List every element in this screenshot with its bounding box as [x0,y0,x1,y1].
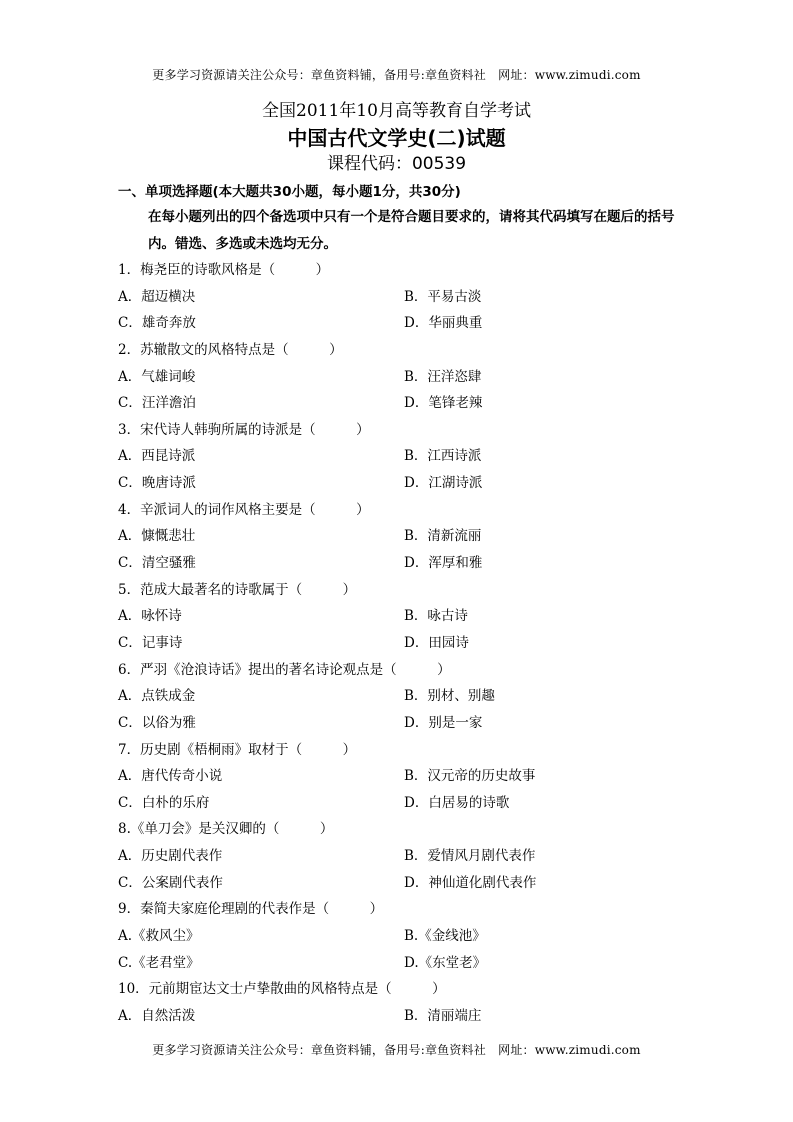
option-c: C．白朴的乐府 [118,794,210,811]
question-stem: 7．历史剧《梧桐雨》取材于（ ） [118,741,357,758]
option-row [118,950,678,977]
option-row [118,390,678,417]
option-a: A．历史剧代表作 [118,848,223,865]
source-banner-top: 更多学习资源请关注公众号：章鱼资料铺，备用号:章鱼资料社 网址：www.zimudi.com [152,68,641,82]
option-a: A．慷慨悲壮 [118,528,196,545]
option-c: C．记事诗 [118,634,183,651]
question-stem: 9．秦简夫家庭伦理剧的代表作是（ ） [118,901,384,918]
option-b: B．别材、别趣 [404,688,495,705]
option-d: D．神仙道化剧代表作 [404,874,537,891]
question-stem: 5．范成大最著名的诗歌属于（ ） [118,581,357,598]
option-row [118,470,678,497]
exam-title: 全国2011年10月高等教育自学考试 [262,101,531,121]
option-b: B．江西诗派 [404,448,482,465]
option-a: A．西昆诗派 [118,448,196,465]
option-b: B．爱情风月剧代表作 [404,848,536,865]
option-row [118,443,678,470]
option-row [118,284,678,311]
option-b: B．汪洋恣肆 [404,368,482,385]
option-a: A．超迈横决 [118,288,196,305]
option-row [118,790,678,817]
option-row [118,310,678,337]
option-row [118,1003,678,1030]
section-title: 一、单项选择题(本大题共30小题，每小题1分，共30分) [118,184,461,200]
source-banner-bottom: 更多学习资源请关注公众号：章鱼资料铺，备用号:章鱼资料社 网址：www.zimudi.com [152,1043,641,1057]
option-b: B．清新流丽 [404,528,482,545]
option-c: C.《老君堂》 [118,954,200,971]
option-b: B．咏古诗 [404,608,468,625]
question-stem: 10．元前期宦达文士卢挚散曲的风格特点是（ ） [118,981,446,998]
option-row [118,603,678,630]
option-row [118,550,678,577]
course-code: 课程代码：00539 [326,154,467,174]
question-stem: 1．梅尧臣的诗歌风格是（ ） [118,262,330,278]
option-row [118,923,678,950]
option-a: A．点铁成金 [118,688,196,705]
question-stem: 3．宋代诗人韩驹所属的诗派是（ ） [118,421,370,438]
option-b: B．平易古淡 [404,288,482,305]
option-d: D．江湖诗派 [404,475,483,492]
option-b: B．汉元帝的历史故事 [404,768,536,785]
option-b: B.《金线池》 [404,928,486,945]
option-c: C．雄奇奔放 [118,315,196,332]
option-a: A．唐代传奇小说 [118,768,223,785]
option-a: A．咏怀诗 [118,608,182,625]
option-row [118,870,678,897]
option-d: D．浑厚和雅 [404,555,483,572]
question-stem: 4．辛派词人的词作风格主要是（ ） [118,501,370,518]
option-d: D．田园诗 [404,634,469,651]
option-c: C．汪洋澹泊 [118,395,196,412]
option-d: D．笔锋老辣 [404,395,483,412]
option-c: C．公案剧代表作 [118,874,223,891]
option-d: D.《东堂老》 [404,954,487,971]
option-b: B．清丽端庄 [404,1007,482,1024]
option-d: D．白居易的诗歌 [404,794,510,811]
section-instruction: 在每小题列出的四个备选项中只有一个是符合题目要求的，请将其代码填写在题后的括号内。错选、多选或未选均无分。 [148,209,675,252]
option-c: C．清空骚雅 [118,555,196,572]
question-stem: 2．苏辙散文的风格特点是（ ） [118,341,343,358]
exam-subject: 中国古代文学史(二)试题 [287,126,506,150]
option-row [118,843,678,870]
option-d: D．别是一家 [404,714,483,731]
option-d: D．华丽典重 [404,315,483,332]
option-c: C．晚唐诗派 [118,475,196,492]
option-a: A．气雄词峻 [118,368,196,385]
option-a: A.《救风尘》 [118,928,200,945]
option-c: C．以俗为雅 [118,714,196,731]
question-stem: 6．严羽《沧浪诗话》提出的著名诗论观点是（ ） [118,661,451,678]
question-stem: 8.《单刀会》是关汉卿的（ ） [118,821,334,838]
option-a: A．自然活泼 [118,1007,196,1024]
option-row [118,763,678,790]
question-list [118,257,678,1030]
option-row [118,523,678,550]
option-row [118,364,678,391]
option-row [118,710,678,737]
option-row [118,630,678,657]
option-row [118,683,678,710]
